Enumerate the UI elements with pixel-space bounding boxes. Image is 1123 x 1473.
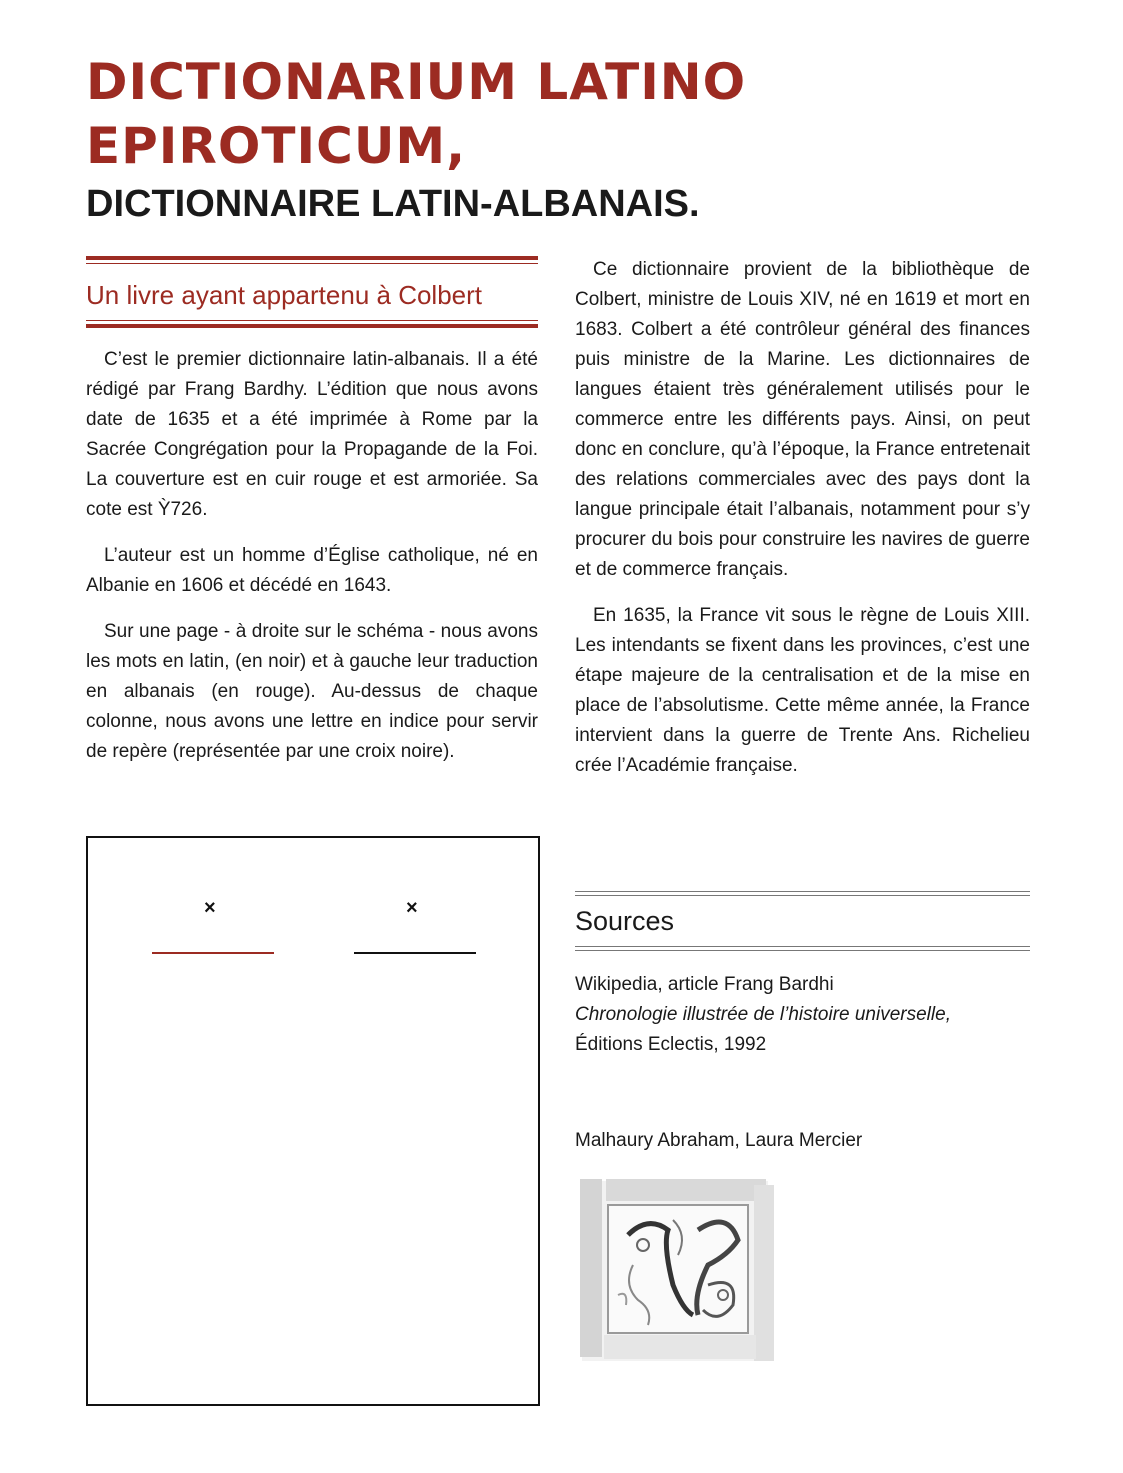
latin-column-line — [354, 952, 476, 954]
section-heading-colbert: Un livre ayant appartenu à Colbert — [86, 280, 483, 310]
sources-rule-bottom — [575, 946, 1030, 951]
right-paragraph-1: Ce dictionnaire provient de la bibliothèque de Colbert, ministre de Louis XIV, né en 1619 et mort en 1683. Colbert a été contrôleur général des finances puis ministre de la Marine. Les dictionnaires de langues étaient très généralement utilisés pour le commerce entre les différents pays. Ainsi, on peut donc en conclure, qu’à l’époque, la France entretenait des relations commerciales avec des pays dont la langue principale était l’albanais, notamment pour s’y procurer du bois pour construire les navires de guerre et de commerce français. — [575, 259, 1030, 580]
page-subtitle: DICTIONNAIRE LATIN-ALBANAIS. — [86, 183, 700, 225]
sources-heading: Sources — [575, 906, 675, 936]
source-publisher: Éditions Eclectis, 1992 — [575, 1034, 767, 1055]
heading-rule-top — [86, 256, 538, 264]
sources-list — [575, 970, 1030, 1060]
left-paragraph-3: Sur une page - à droite sur le schéma - nous avons les mots en latin, (en noir) et à gauche leur traduction en albanais (en rouge). Au-dessus de chaque colonne, nous avons une lettre en indice pour servir de repère (représentée par une croix noire). — [86, 621, 538, 762]
left-paragraph-2: L’auteur est un homme d’Église catholique, né en Albanie en 1606 et décédé en 1643. — [86, 545, 538, 596]
title-line-1: DICTIONARIUM LATINO — [86, 53, 747, 111]
source-book-title: Chronologie illustrée de l’histoire universelle, — [575, 1004, 951, 1025]
authors: Malhaury Abraham, Laura Mercier — [575, 1130, 863, 1151]
right-paragraph-2: En 1635, la France vit sous le règne de Louis XIII. Les intendants se fixent dans les provinces, c’est une étape majeure de la centralisation et de la mise en place de l’absolutisme. Cette même année, la France intervient dans la guerre de Trente Ans. Richelieu crée l’Académie française. — [575, 605, 1030, 776]
cross-marker-left: × — [204, 897, 216, 919]
dictionary-page-schema — [86, 836, 540, 1406]
heading-rule-bottom — [86, 320, 538, 328]
right-column-text — [575, 255, 1030, 797]
page-title — [86, 50, 986, 178]
left-column-text — [86, 345, 538, 783]
source-wikipedia: Wikipedia, article Frang Bardhi — [575, 974, 834, 995]
title-line-2: EPIROTICUM, — [86, 117, 467, 175]
cross-marker-right: × — [406, 897, 418, 919]
albanian-column-line — [152, 952, 274, 954]
left-paragraph-1: C’est le premier dictionnaire latin-albanais. Il a été rédigé par Frang Bardhy. L’édition que nous avons date de 1635 et a été imprimée à Rome par la Sacrée Congrégation pour la Propagande de la Foi. La couverture est en cuir rouge et est armoriée. Sa cote est Ỳ726. — [86, 349, 538, 520]
sources-rule-top — [575, 891, 1030, 896]
decorated-initial-v-icon — [578, 1175, 778, 1367]
